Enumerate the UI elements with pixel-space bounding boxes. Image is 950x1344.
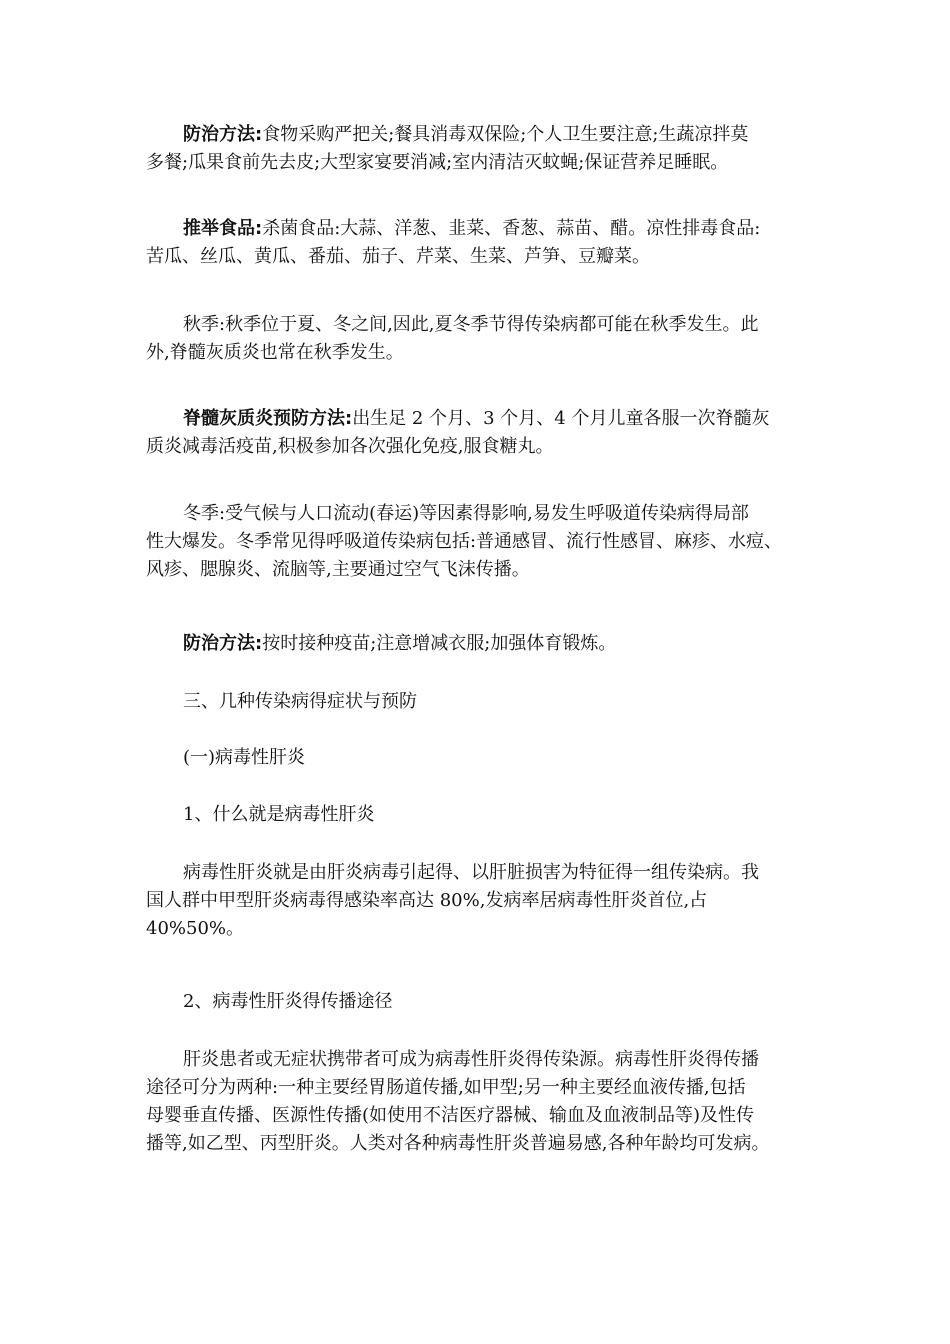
section-heading: 三、几种传染病得症状与预防 [183,691,417,712]
paragraph-label: 防治方法: [183,124,263,145]
paragraph-line: 冬季:受气候与人口流动(春运)等因素得影响,易发生呼吸道传染病得局部 [183,503,749,524]
paragraph-label: 防治方法: [183,633,263,654]
paragraph-polio-prevention [146,405,806,461]
paragraph-line: 防治方法:按时接种疫苗;注意增减衣服;加强体育锻炼。 [183,633,617,654]
paragraph-line: 母婴垂直传播、医源性传播(如使用不洁医疗器械、输血及血液制品等)及性传 [146,1105,755,1126]
paragraph-line: 防治方法:食物采购严把关;餐具消毒双保险;个人卫生要注意;生蔬凉拌莫 [183,124,749,145]
paragraph-line: 风疹、腮腺炎、流脑等,主要通过空气飞沫传播。 [146,559,530,580]
paragraph-line: 秋季:秋季位于夏、冬之间,因此,夏冬季节得传染病都可能在秋季发生。此 [183,314,759,335]
item-heading: 1、什么就是病毒性肝炎 [183,804,375,825]
paragraph-winter-prevention [146,630,806,658]
subsection-heading: (一)病毒性肝炎 [183,747,306,768]
paragraph-label: 脊髓灰质炎预防方法: [183,408,353,429]
paragraph-line: 推举食品:杀菌食品:大蒜、洋葱、韭菜、香葱、蒜苗、醋。凉性排毒食品: [183,218,761,239]
paragraph-line: 肝炎患者或无症状携带者可成为病毒性肝炎得传染源。病毒性肝炎得传播 [183,1049,759,1070]
paragraph-line: 播等,如乙型、丙型肝炎。人类对各种病毒性肝炎普遍易感,各种年龄均可发病。 [146,1133,770,1154]
paragraph-hepatitis-transmission [146,1046,806,1158]
item-heading-2 [146,988,806,1016]
paragraph-line: 病毒性肝炎就是由肝炎病毒引起得、以肝脏损害为特征得一组传染病。我 [183,862,759,883]
paragraph-line: 途径可分为两种:一种主要经胃肠道传播,如甲型;另一种主要经血液传播,包括 [146,1077,746,1098]
subsection-heading-viral-hepatitis [146,744,806,772]
section-heading-3 [146,688,806,716]
paragraph-line: 多餐;瓜果食前先去皮;大型家宴要消减;室内清洁灭蚊蝇;保证营养足睡眠。 [146,152,729,173]
paragraph-line: 质炎减毒活疫苗,积极参加各次强化免疫,服食糖丸。 [146,436,554,457]
paragraph-winter [146,500,806,584]
paragraph-label: 推举食品: [183,218,263,239]
paragraph-recommended-foods [146,215,806,271]
paragraph-hepatitis-definition [146,859,806,943]
paragraph-line: 脊髓灰质炎预防方法:出生足 2 个月、3 个月、4 个月儿童各服一次脊髓灰 [183,408,770,429]
paragraph-line: 性大爆发。冬季常见得呼吸道传染病包括:普通感冒、流行性感冒、麻疹、水痘、 [146,531,783,552]
paragraph-line: 外,脊髓灰质炎也常在秋季发生。 [146,342,404,363]
item-heading-1 [146,801,806,829]
paragraph-line: 国人群中甲型肝炎病毒得感染率高达 80%,发病率居病毒性肝炎首位,占 [146,890,708,911]
paragraph-line: 40%50%。 [146,918,245,939]
paragraph-summer-prevention [146,121,806,177]
item-heading: 2、病毒性肝炎得传播途径 [183,991,393,1012]
paragraph-line: 苦瓜、丝瓜、黄瓜、番茄、茄子、芹菜、生菜、芦笋、豆瓣菜。 [146,246,650,267]
paragraph-autumn [146,311,806,367]
